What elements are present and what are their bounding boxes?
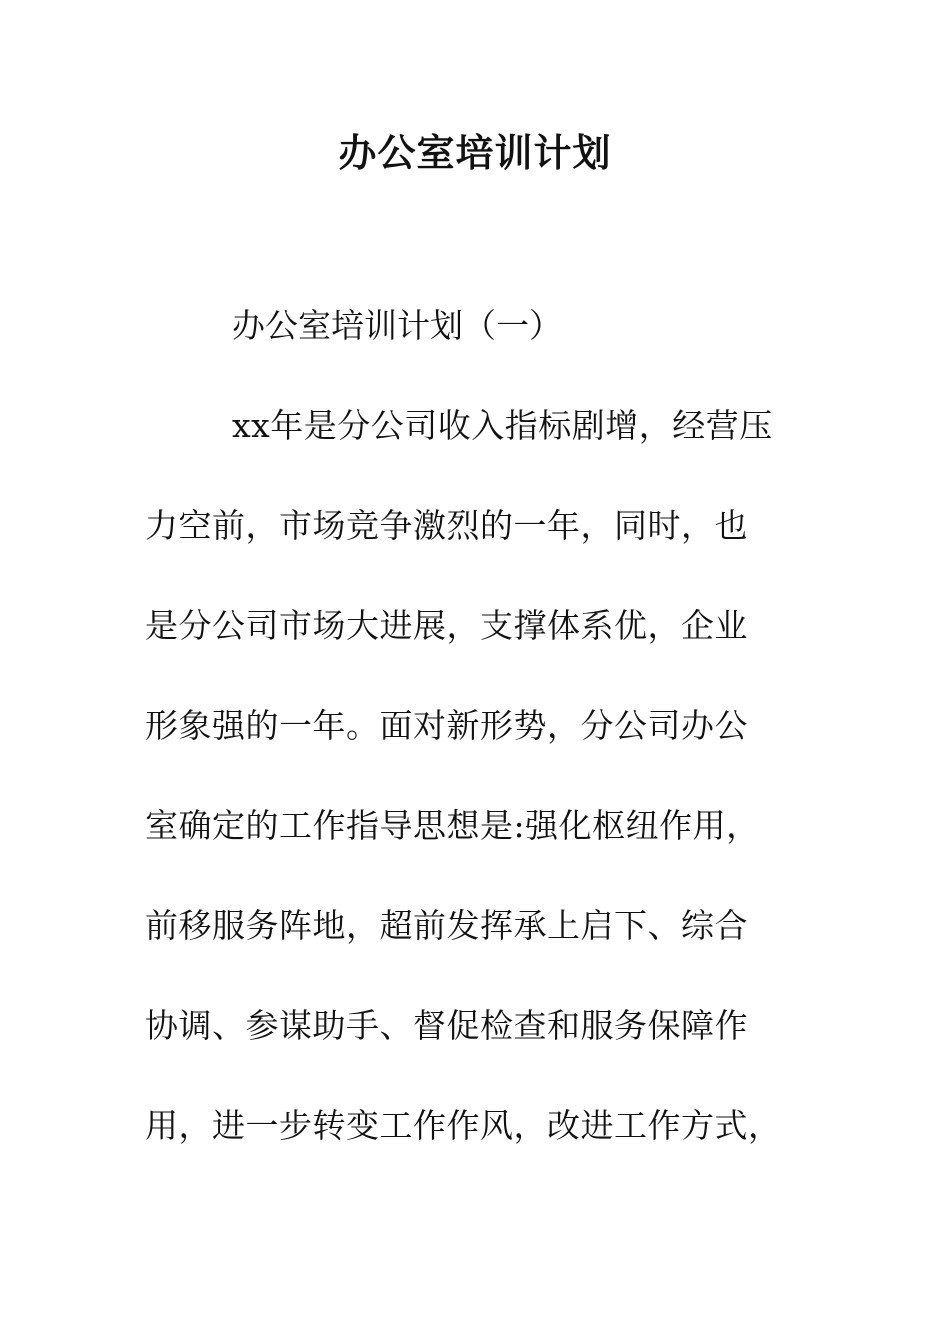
paragraph-line: xx年是分公司收入指标剧增，经营压 xyxy=(232,406,773,445)
paragraph-line: 前移服务阵地，超前发挥承上启下、综合 xyxy=(145,906,748,945)
paragraph-line: 力空前，市场竞争激烈的一年，同时，也 xyxy=(145,506,748,545)
paragraph-line: 用，进一步转变工作作风，改进工作方式， xyxy=(145,1106,782,1145)
paragraph-line: 是分公司市场大进展，支撑体系优，企业 xyxy=(145,606,748,645)
document-title: 办公室培训计划 xyxy=(338,130,612,175)
paragraph-line: 协调、参谋助手、督促检查和服务保障作 xyxy=(145,1006,748,1045)
paragraph-line: 形象强的一年。面对新形势，分公司办公 xyxy=(145,706,748,745)
section-heading: 办公室培训计划（一） xyxy=(232,306,562,345)
paragraph-line: 室确定的工作指导思想是:强化枢纽作用， xyxy=(145,806,760,845)
